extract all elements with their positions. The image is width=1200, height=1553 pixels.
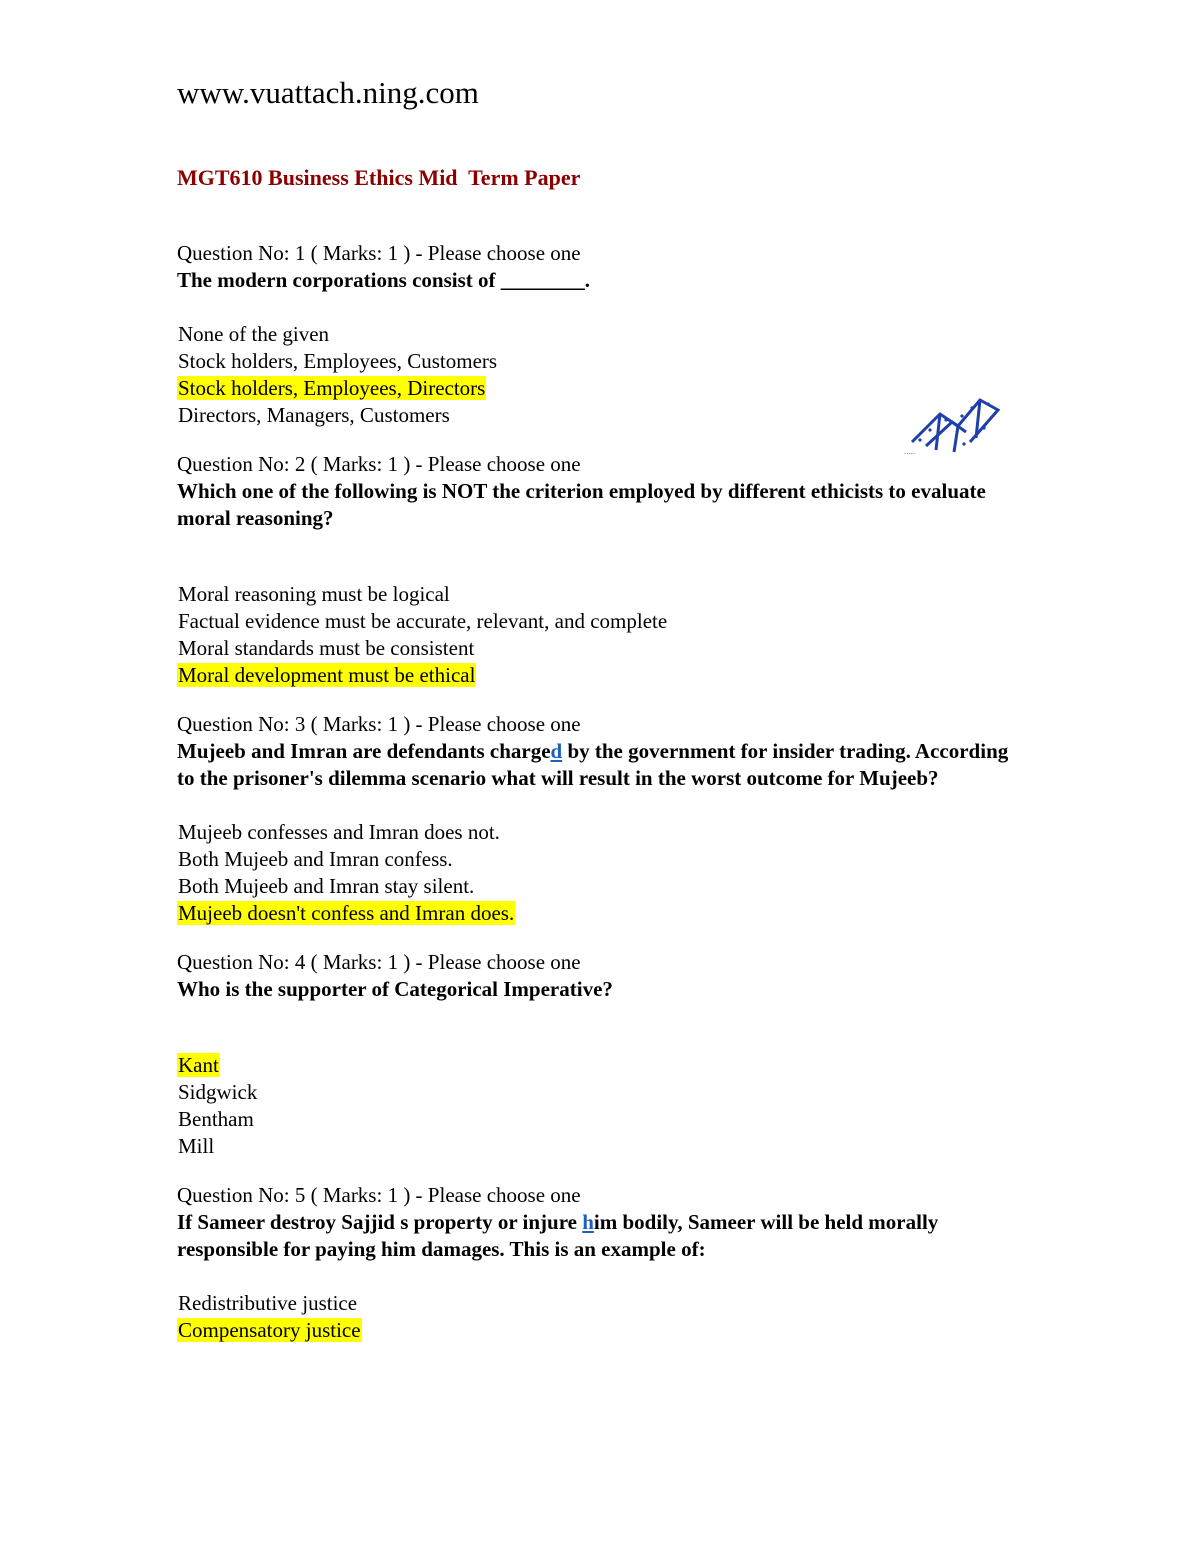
option-list <box>177 819 1027 927</box>
correct-option-item[interactable] <box>177 375 1027 402</box>
question-list <box>177 240 1027 1344</box>
correct-option-item[interactable] <box>177 1052 1027 1079</box>
option-text: Moral reasoning must be logical <box>178 582 450 606</box>
option-item[interactable] <box>177 321 1027 348</box>
question-text: The modern corporations consist of ________. <box>177 268 590 292</box>
question-text <box>177 1209 1027 1263</box>
site-url: www.vuattach.ning.com <box>177 75 479 110</box>
question-text-part: im bodily, Sameer will be held morally responsible for paying him damages. This is an example of: <box>177 1210 939 1261</box>
option-text: Mujeeb confesses and Imran does not. <box>178 820 500 844</box>
option-text: Compensatory justice <box>178 1318 361 1342</box>
question-1 <box>177 240 1027 429</box>
question-header: Question No: 4 ( Marks: 1 ) - Please choose one <box>177 950 581 974</box>
question-header: Question No: 3 ( Marks: 1 ) - Please choose one <box>177 712 581 736</box>
option-item[interactable] <box>177 348 1027 375</box>
option-text: None of the given <box>178 322 330 346</box>
option-item[interactable] <box>177 581 1027 608</box>
question-text-part: If Sameer destroy Sajjid s property or injure <box>177 1210 583 1234</box>
correct-option-item[interactable] <box>177 1317 1027 1344</box>
option-item[interactable] <box>177 1290 1027 1317</box>
question-text: Who is the supporter of Categorical Imperative? <box>177 977 613 1001</box>
question-text <box>177 738 1027 792</box>
option-text: Redistributive justice <box>178 1291 358 1315</box>
option-list <box>177 321 1027 429</box>
option-text: Both Mujeeb and Imran stay silent. <box>178 874 475 898</box>
option-list <box>177 1052 1027 1160</box>
option-item[interactable] <box>177 635 1027 662</box>
option-text: Sidgwick <box>178 1080 258 1104</box>
option-item[interactable] <box>177 1106 1027 1133</box>
paper-title: MGT610 Business Ethics Mid Term Paper <box>177 165 581 190</box>
option-text: Mill <box>178 1134 215 1158</box>
option-text: Bentham <box>178 1107 254 1131</box>
option-item[interactable] <box>177 819 1027 846</box>
question-3 <box>177 711 1027 927</box>
question-text: Which one of the following is NOT the criterion employed by different ethicists to evaluate moral reasoning? <box>177 479 986 530</box>
option-list <box>177 1290 1027 1344</box>
option-item[interactable] <box>177 873 1027 900</box>
option-list <box>177 581 1027 689</box>
option-text: Stock holders, Employees, Directors <box>178 376 486 400</box>
option-text: Stock holders, Employees, Customers <box>178 349 498 373</box>
svg-text:.....: ..... <box>904 447 916 456</box>
question-5 <box>177 1182 1027 1344</box>
option-text: Moral development must be ethical <box>178 663 476 687</box>
option-text: Factual evidence must be accurate, relevant, and complete <box>178 609 668 633</box>
option-item[interactable] <box>177 846 1027 873</box>
option-item[interactable] <box>177 1079 1027 1106</box>
question-text-part: Mujeeb and Imran are defendants charge <box>177 739 551 763</box>
question-text-link[interactable]: h <box>582 1210 594 1234</box>
question-text-link[interactable]: d <box>550 739 563 763</box>
correct-option-item[interactable] <box>177 662 1027 689</box>
question-header: Question No: 1 ( Marks: 1 ) - Please choose one <box>177 241 581 265</box>
option-item[interactable] <box>177 402 1027 429</box>
question-text-part: by the government for insider trading. According to the prisoner's dilemma scenario what will result in the worst outcome for Mujeeb? <box>177 739 1009 790</box>
option-text: Kant <box>178 1053 219 1077</box>
option-text: Mujeeb doesn't confess and Imran does. <box>178 901 515 925</box>
option-item[interactable] <box>177 608 1027 635</box>
correct-option-item[interactable] <box>177 900 1027 927</box>
question-4 <box>177 949 1027 1160</box>
option-text: Both Mujeeb and Imran confess. <box>178 847 453 871</box>
option-item[interactable] <box>177 1133 1027 1160</box>
question-header: Question No: 2 ( Marks: 1 ) - Please choose one <box>177 452 581 476</box>
question-header: Question No: 5 ( Marks: 1 ) - Please choose one <box>177 1183 581 1207</box>
option-text: Moral standards must be consistent <box>178 636 475 660</box>
option-text: Directors, Managers, Customers <box>178 403 450 427</box>
question-2 <box>177 451 1027 689</box>
